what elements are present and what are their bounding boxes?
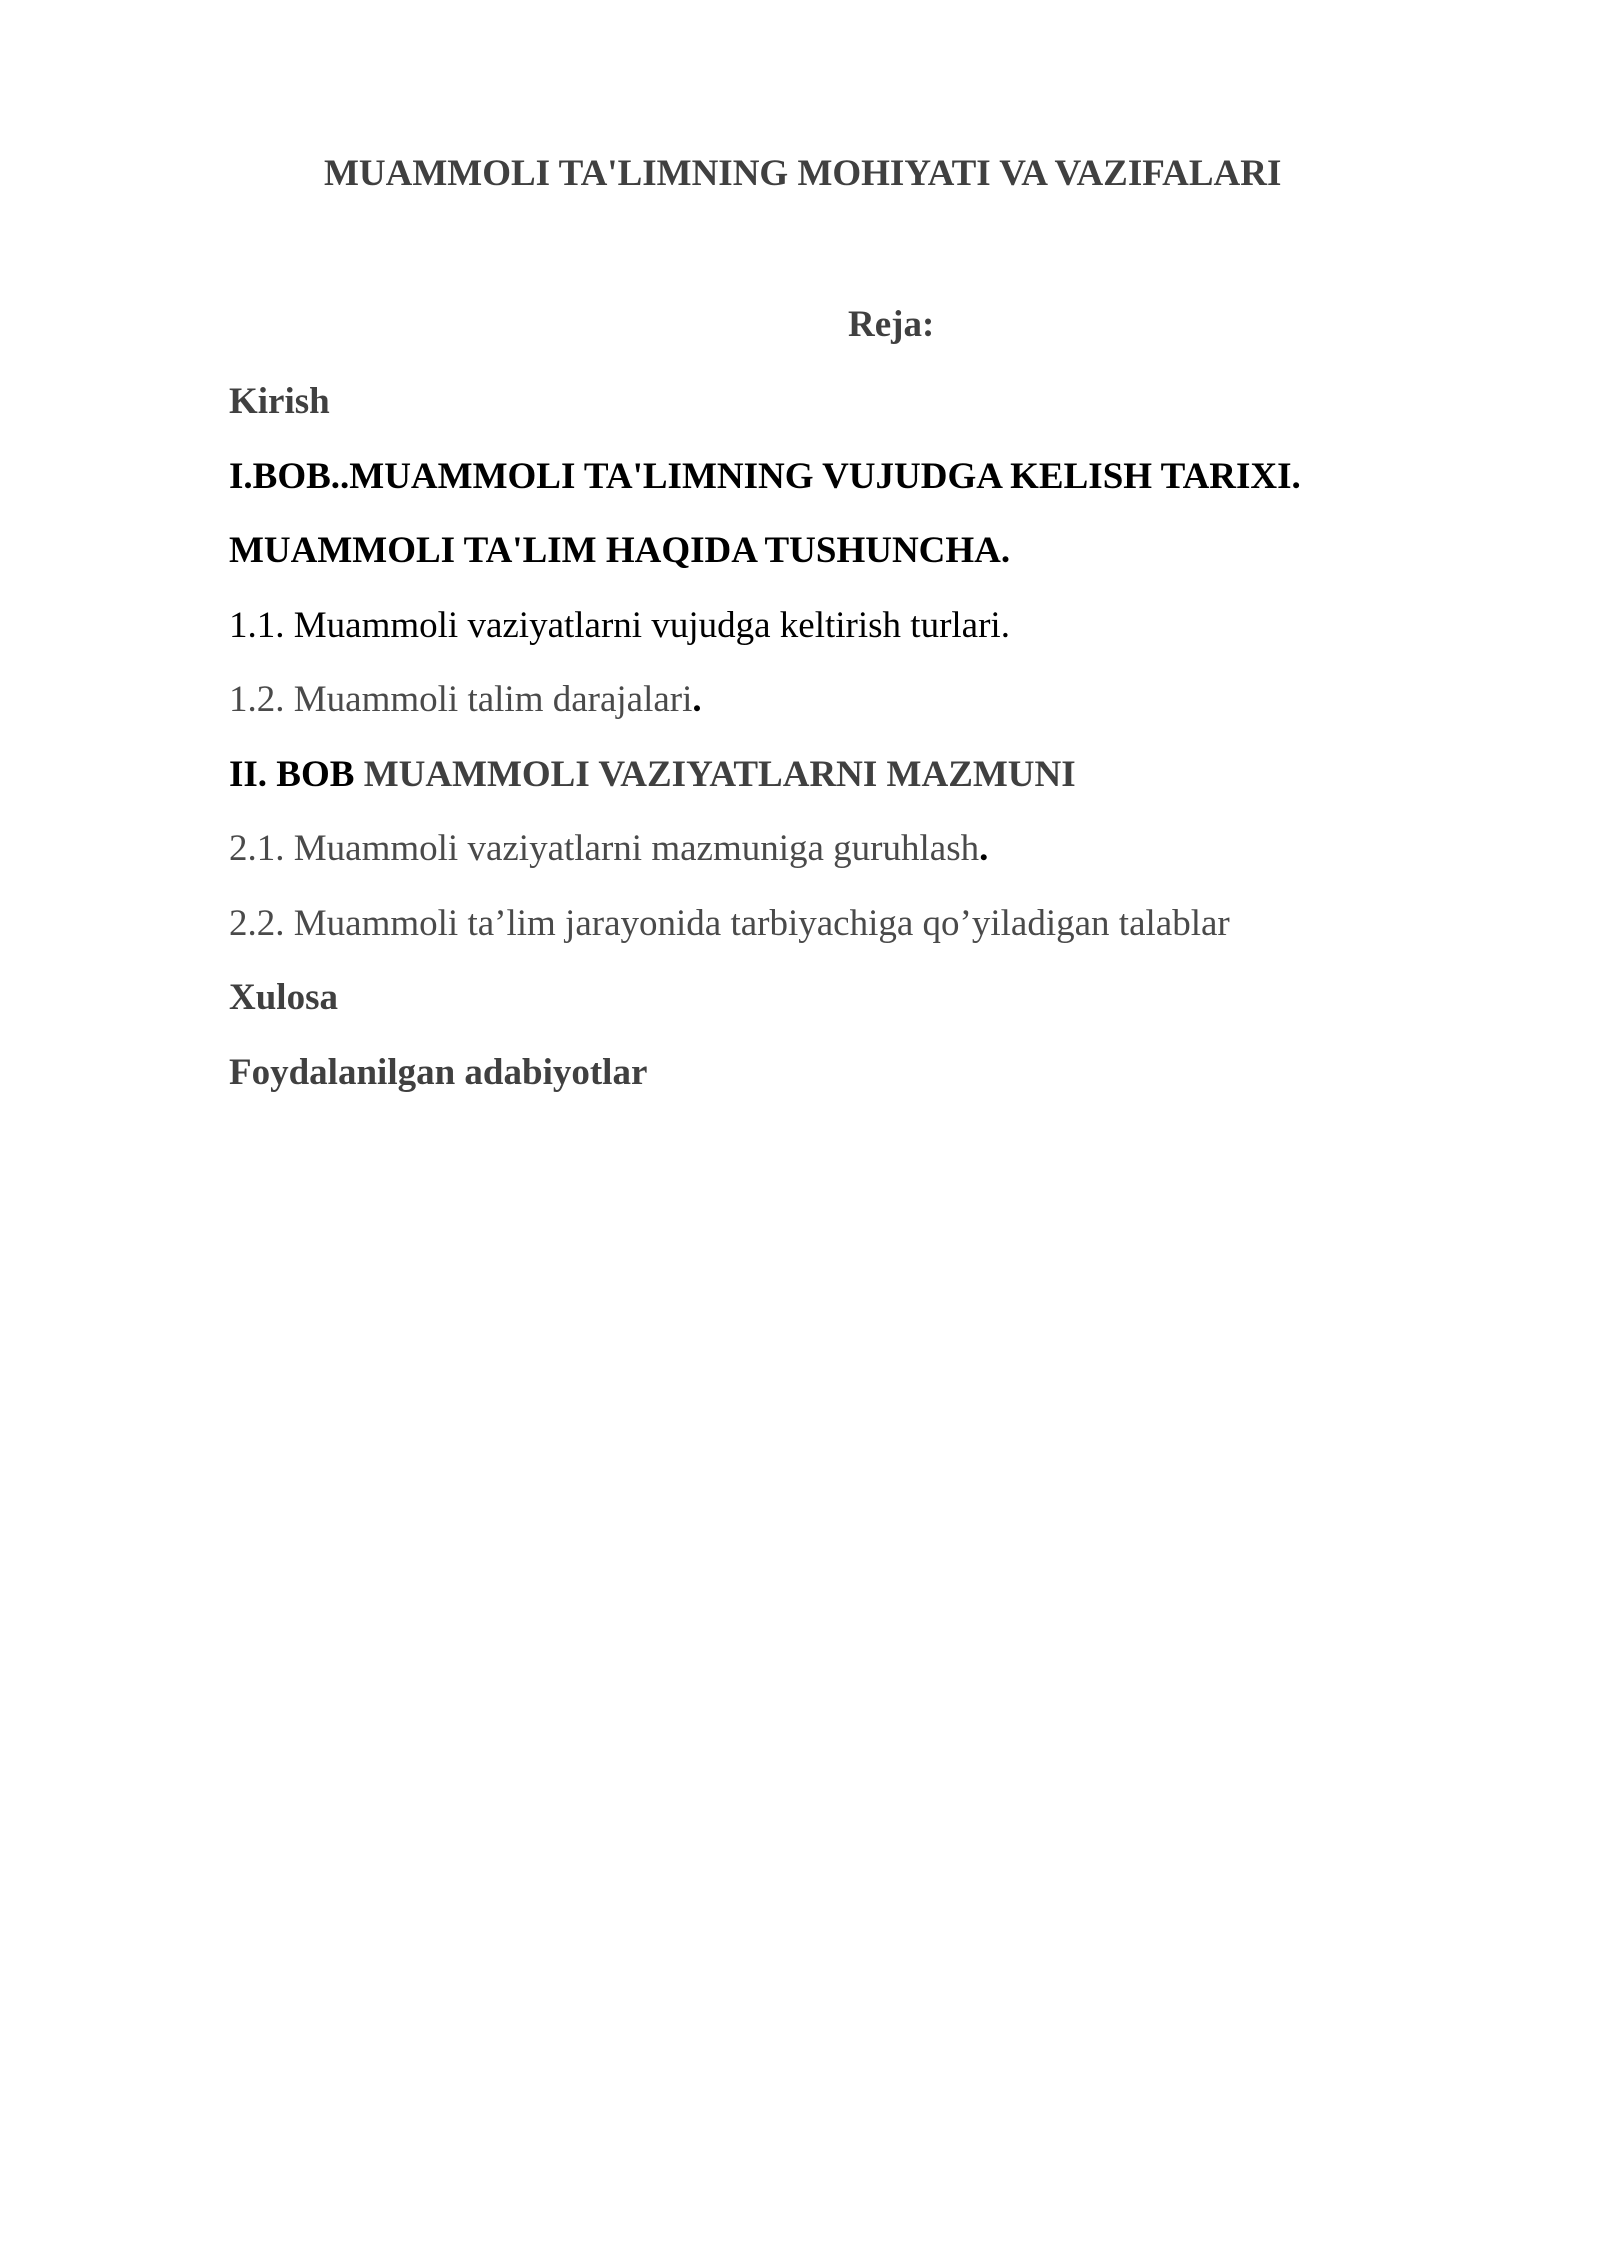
toc-item-period: . [692,679,702,720]
toc-item-section-2-2 [229,898,1301,973]
toc-item-chapter-1-subtitle [229,525,1301,600]
toc-item-label: MUAMMOLI TA'LIM HAQIDA TUSHUNCHA. [229,530,1011,571]
document-title: MUAMMOLI TA'LIMNING MOHIYATI VA VAZIFALARI [324,153,1282,194]
toc-item-label: 1.1. Muammoli vaziyatlarni vujudga keltirish turlari. [229,604,1010,646]
toc-item-label: 2.2. Muammoli ta’lim jarayonida tarbiyachiga qo’yiladigan talablar [229,902,1230,944]
toc-item-label: Xulosa [229,977,338,1018]
table-of-contents [229,376,1301,1121]
toc-item-label: Foydalanilgan adabiyotlar [229,1051,648,1093]
toc-item-label: Kirish [229,381,330,422]
toc-item-label: 1.2. Muammoli talim darajalari [229,679,693,720]
toc-item-chapter-prefix: II. BOB [229,753,364,795]
toc-item-section-1-1 [229,600,1301,675]
toc-item-label: MUAMMOLI VAZIYATLARNI MAZMUNI [363,753,1076,795]
toc-item-conclusion [229,972,1301,1047]
toc-item-references [229,1047,1301,1122]
plan-heading: Reja: [848,304,935,345]
toc-item-chapter-2 [229,749,1301,824]
toc-item-section-2-1 [229,823,1301,898]
toc-item-period: . [979,828,989,869]
toc-item-introduction [229,376,1301,451]
toc-item-chapter-1 [229,451,1301,526]
toc-item-label: 2.1. Muammoli vaziyatlarni mazmuniga guruhlash [229,828,980,869]
toc-item-section-1-2 [229,674,1301,749]
toc-item-label: I.BOB..MUAMMOLI TA'LIMNING VUJUDGA KELISH TARIXI. [229,455,1301,497]
